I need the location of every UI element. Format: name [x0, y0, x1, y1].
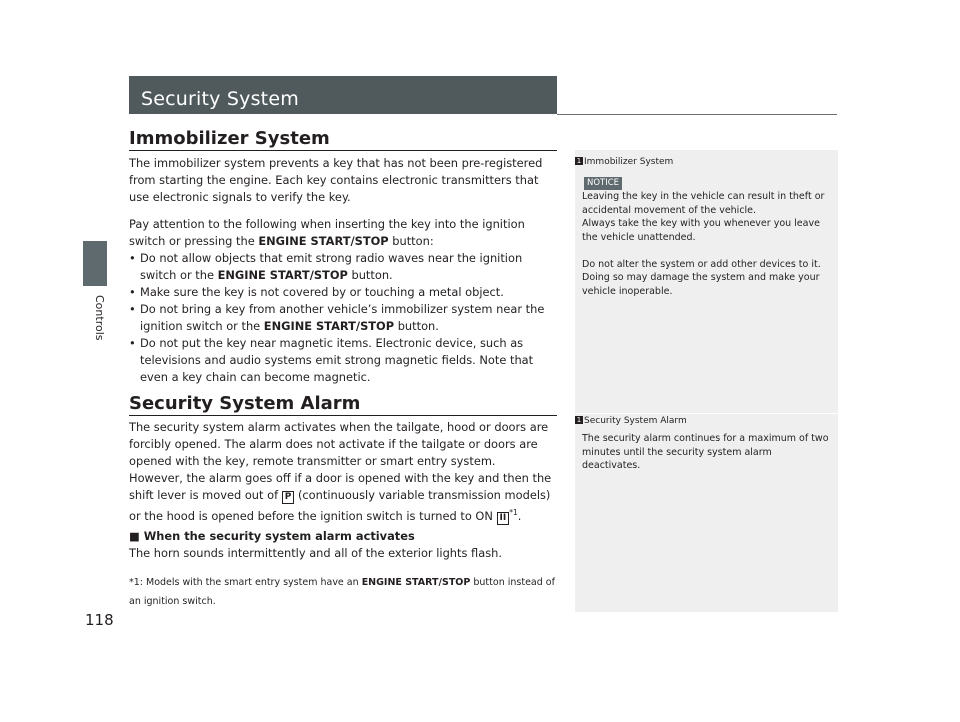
alarm-note-text: The security alarm continues for a maximum of two minutes until the security system alarm deactivates.: [582, 433, 829, 471]
section-banner: Security System: [129, 76, 557, 114]
banner-rule: [557, 114, 837, 115]
immobilizer-intro: The immobilizer system prevents a key that has not been pre-registered from starting the engine. Each key contains electronic transmitters that use electronic signals to verify the key.: [129, 156, 543, 204]
footnote: [129, 573, 559, 611]
note-title-text: Security System Alarm: [584, 416, 687, 426]
footnote-text: *1: Models with the smart entry system have an: [129, 577, 359, 588]
section-label: Controls: [93, 295, 106, 341]
bullet-text: button.: [397, 319, 439, 333]
alarm-note-title: [575, 416, 687, 426]
page-number: 118: [85, 611, 114, 629]
list-item: [129, 284, 559, 301]
immobilizer-note-text: [582, 190, 832, 298]
note-text-line: Always take the key with you whenever you leave the vehicle unattended.: [582, 218, 820, 243]
footnote-text: button instead of an ignition switch.: [129, 577, 555, 607]
bullet-text: Do not put the key near magnetic items. Electronic device, such as televisions and audio systems emit strong magnetic fields. Note that even a key chain can become magnetic.: [140, 336, 534, 384]
notice-badge: NOTICE: [584, 177, 622, 190]
immobilizer-heading: Immobilizer System: [129, 128, 330, 149]
bullet-text: Do not bring a key from another vehicle’s immobilizer system near the ignition switch or the: [140, 302, 545, 333]
alarm-subheading: When the security system alarm activates: [143, 529, 415, 543]
alarm-subtext: The horn sounds intermittently and all of the exterior lights flash.: [129, 546, 502, 560]
immobilizer-bullets: [129, 250, 559, 386]
heading-rule: [129, 415, 557, 416]
note-separator: [575, 413, 838, 414]
bullet-text: Do not allow objects that emit strong radio waves near the ignition switch or the: [140, 251, 523, 282]
section-tab: [83, 241, 107, 286]
square-bullet-icon: ■: [129, 529, 140, 543]
park-position-key: P: [282, 491, 295, 504]
attention-paragraph: [129, 216, 549, 250]
alarm-subsection: [129, 528, 559, 562]
list-item: [129, 335, 559, 386]
note-marker-icon: 1: [576, 416, 582, 424]
on-position-key: II: [497, 512, 510, 525]
bullet-text: button.: [351, 268, 393, 282]
footnote-ref: *1: [509, 508, 518, 517]
attention-prefix: Pay attention to the following when inserting the key into the ignition switch or pressing the: [129, 217, 525, 248]
note-marker-icon: 1: [576, 157, 582, 165]
engine-start-stop-label: ENGINE START/STOP: [258, 234, 389, 248]
note-text-line: Leaving the key in the vehicle can result in theft or accidental movement of the vehicle.: [582, 191, 825, 216]
engine-start-stop-label: ENGINE START/STOP: [217, 268, 348, 282]
alarm-text: However, the alarm goes off if a door is opened with the key and then the shift lever is moved out of: [129, 471, 552, 502]
bullet-text: Make sure the key is not covered by or touching a metal object.: [140, 285, 504, 299]
engine-start-stop-label: ENGINE START/STOP: [263, 319, 395, 333]
list-item: [129, 301, 559, 335]
alarm-text: .: [517, 509, 522, 523]
list-item: [129, 250, 559, 284]
note-title-text: Immobilizer System: [584, 157, 674, 167]
engine-start-stop-label: ENGINE START/STOP: [361, 577, 471, 588]
alarm-paragraph-1: The security system alarm activates when the tailgate, hood or doors are forcibly opened. The alarm does not activate if the tailgate or doors are opened with the key, remote transmitter or smart entry system.: [129, 420, 549, 468]
immobilizer-note-title: [575, 157, 673, 167]
heading-rule: [129, 150, 557, 151]
alarm-text: (continuously variable transmission models) or the hood is opened before the ignition switch is turned to ON: [129, 488, 551, 523]
note-text-line: Do not alter the system or add other devices to it. Doing so may damage the system and make your vehicle inoperable.: [582, 258, 821, 297]
alarm-paragraph-2: [129, 470, 554, 525]
alarm-heading: Security System Alarm: [129, 393, 361, 414]
attention-suffix: button:: [392, 234, 434, 248]
